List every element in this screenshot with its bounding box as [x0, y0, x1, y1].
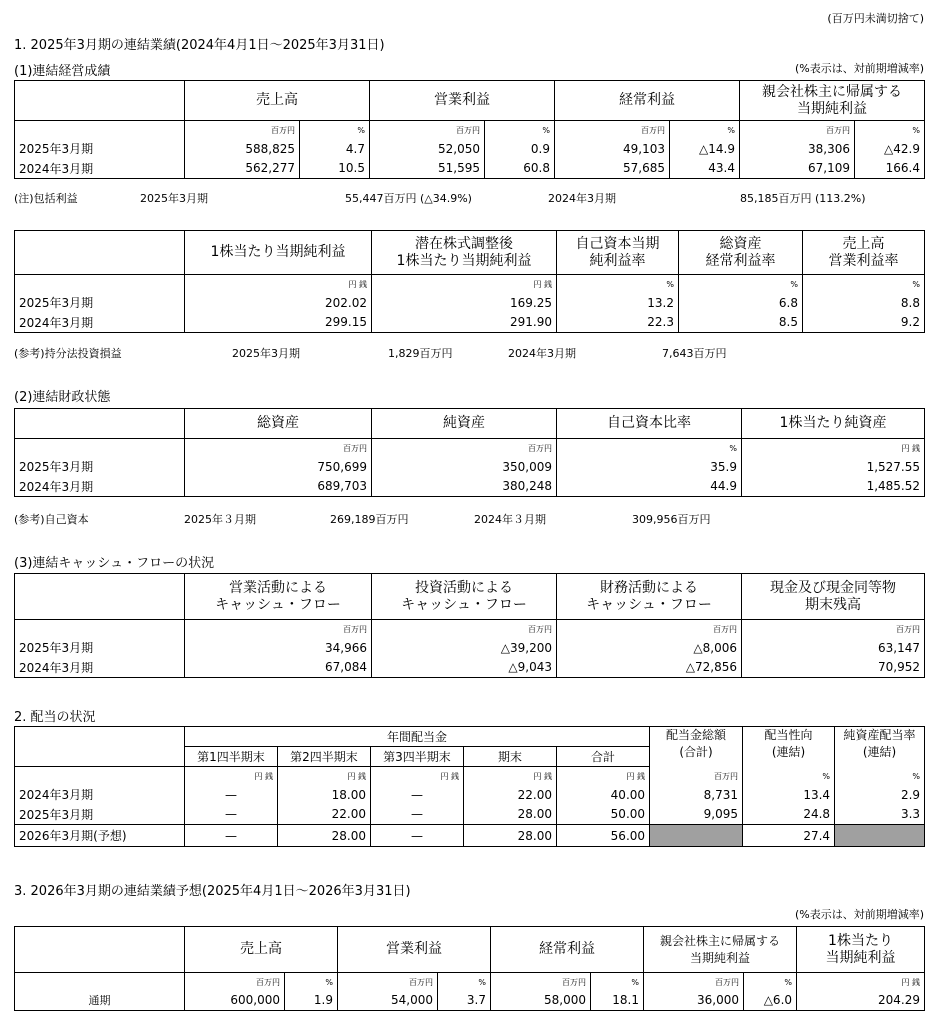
financial-position-table — [14, 408, 925, 497]
unit-cell: 百万円 — [185, 121, 300, 139]
unit-cell: 円 銭 — [371, 767, 464, 785]
row-label: 2025年3月期 — [15, 293, 185, 313]
cell: 28.00 — [278, 825, 371, 847]
cell: 291.90 — [372, 313, 557, 333]
table-row — [15, 805, 925, 825]
header-sales: 売上高 — [185, 927, 338, 973]
cell: 588,825 — [185, 139, 300, 159]
cash-flow-table — [14, 573, 925, 678]
cell: 10.5 — [300, 159, 370, 179]
footnote-value-1: 1,829百万円 — [388, 347, 453, 360]
unit-cell: 百万円 — [372, 439, 557, 457]
subsection-title-results: (1)連結経営成績 — [14, 64, 111, 79]
section-title-forecast: 3. 2026年3月期の連結業績予想(2025年4月1日～2026年3月31日) — [14, 884, 411, 899]
cell: 51,595 — [370, 159, 485, 179]
header-operating-cf: 営業活動による キャッシュ・フロー — [185, 574, 372, 620]
row-label: 2025年3月期 — [15, 139, 185, 159]
header-net-income-line2: 当期純利益 — [797, 100, 867, 117]
row-label: 2025年3月期 — [15, 457, 185, 477]
cell: 24.8 — [743, 805, 835, 825]
header-total-assets: 総資産 — [185, 409, 372, 439]
footnote-equity-method-label: (参考)持分法投資損益 — [14, 347, 122, 360]
cell: △14.9 — [670, 139, 740, 159]
cell: 204.29 — [797, 991, 925, 1011]
cell: 13.2 — [557, 293, 679, 313]
table-row — [15, 457, 925, 477]
footnote-value-2: 7,643百万円 — [662, 347, 727, 360]
header-annual-dividends: 年間配当金 — [185, 727, 650, 747]
cell: — — [185, 825, 278, 847]
cell: 22.00 — [278, 805, 371, 825]
cell: 70,952 — [742, 658, 925, 678]
unit-cell: 百万円 — [185, 973, 285, 991]
unit-cell: 円 銭 — [797, 973, 925, 991]
footnote-period-1: 2025年3月期 — [140, 192, 208, 205]
unit-cell: 円 銭 — [278, 767, 371, 785]
header-total-dividend-amount: 配当金総額 (合計) — [650, 727, 743, 767]
header-operating-income: 営業利益 — [370, 81, 555, 121]
header-financing-cf: 財務活動による キャッシュ・フロー — [557, 574, 742, 620]
unit-cell: 円 銭 — [557, 767, 650, 785]
cell: — — [185, 805, 278, 825]
unit-cell: % — [679, 275, 803, 293]
cell: 3.3 — [835, 805, 925, 825]
footnote-period-2: 2024年３月期 — [474, 513, 546, 526]
unit-cell: % — [855, 121, 925, 139]
subsection-title-cash-flows: (3)連結キャッシュ・フローの状況 — [14, 556, 215, 571]
header-bps: 1株当たり純資産 — [742, 409, 925, 439]
header-payout-ratio: 配当性向 (連結) — [743, 727, 835, 767]
section-title-1: 1. 2025年3月期の連結業績(2024年4月1日～2025年3月31日) — [14, 38, 385, 53]
cell: 54,000 — [338, 991, 438, 1011]
header-net-income — [740, 81, 925, 121]
header-sales: 売上高 — [185, 81, 370, 121]
table-row-forecast — [15, 825, 925, 847]
unit-cell: 円 銭 — [185, 767, 278, 785]
unit-cell: 百万円 — [742, 620, 925, 638]
header-ordinary-income: 経常利益 — [491, 927, 644, 973]
unit-cell: % — [835, 767, 925, 785]
header-q1-end: 第1四半期末 — [185, 747, 278, 767]
footnote-value-1: 55,447百万円 (△34.9%) — [345, 192, 472, 205]
unit-cell: 百万円 — [372, 620, 557, 638]
cell: 50.00 — [557, 805, 650, 825]
cell: 52,050 — [370, 139, 485, 159]
cell: 22.00 — [464, 785, 557, 805]
operating-results-table — [14, 80, 925, 179]
unit-cell: 百万円 — [555, 121, 670, 139]
header-roe: 自己資本当期 純利益率 — [557, 231, 679, 275]
table-row — [15, 139, 925, 159]
cell: — — [371, 825, 464, 847]
table-row — [15, 658, 925, 678]
unit-cell: % — [744, 973, 797, 991]
cell: △8,006 — [557, 638, 742, 658]
row-label: 2025年3月期 — [15, 805, 185, 825]
header-diluted-eps: 潜在株式調整後 1株当たり当期純利益 — [372, 231, 557, 275]
header-equity-ratio: 自己資本比率 — [557, 409, 742, 439]
footnote-value-2: 85,185百万円 (113.2%) — [740, 192, 866, 205]
cell: 600,000 — [185, 991, 285, 1011]
forecast-table — [14, 926, 925, 1011]
cell: 58,000 — [491, 991, 591, 1011]
header-q2-end: 第2四半期末 — [278, 747, 371, 767]
cell: 3.7 — [438, 991, 491, 1011]
row-label: 2024年3月期 — [15, 477, 185, 497]
cell: 9,095 — [650, 805, 743, 825]
header-blank — [15, 231, 185, 275]
footnote-equity-label: (参考)自己資本 — [14, 513, 89, 526]
unit-cell: 百万円 — [185, 439, 372, 457]
cell: 28.00 — [464, 825, 557, 847]
row-label: 通期 — [15, 991, 185, 1011]
cell: 49,103 — [555, 139, 670, 159]
cell: 2.9 — [835, 785, 925, 805]
unit-cell: 百万円 — [491, 973, 591, 991]
table-row — [15, 159, 925, 179]
cell: 13.4 — [743, 785, 835, 805]
cell: 63,147 — [742, 638, 925, 658]
cell: 350,009 — [372, 457, 557, 477]
cell: 4.7 — [300, 139, 370, 159]
footnote-value-2: 309,956百万円 — [632, 513, 711, 526]
subsection-title-financial-position: (2)連結財政状態 — [14, 390, 111, 405]
unit-cell: % — [557, 439, 742, 457]
row-label: 2024年3月期 — [15, 785, 185, 805]
cell: 18.1 — [591, 991, 644, 1011]
unit-cell: % — [591, 973, 644, 991]
per-share-table — [14, 230, 925, 333]
cell: 35.9 — [557, 457, 742, 477]
dividend-table — [14, 726, 925, 847]
cell: 202.02 — [185, 293, 372, 313]
cell: 22.3 — [557, 313, 679, 333]
cell: 44.9 — [557, 477, 742, 497]
cell: 0.9 — [485, 139, 555, 159]
header-total: 合計 — [557, 747, 650, 767]
units-note: (百万円未満切捨て) — [827, 12, 924, 25]
cell: 34,966 — [185, 638, 372, 658]
cell: 38,306 — [740, 139, 855, 159]
row-label: 2024年3月期 — [15, 159, 185, 179]
cell: 60.8 — [485, 159, 555, 179]
change-rate-note: (%表示は、対前期増減率) — [794, 62, 924, 75]
header-operating-margin: 売上高 営業利益率 — [803, 231, 925, 275]
unit-cell: % — [485, 121, 555, 139]
cell: 40.00 — [557, 785, 650, 805]
shaded-cell — [835, 825, 925, 847]
unit-cell: % — [438, 973, 491, 991]
unit-cell: % — [300, 121, 370, 139]
cell: △9,043 — [372, 658, 557, 678]
cell: 562,277 — [185, 159, 300, 179]
table-row — [15, 785, 925, 805]
change-rate-note: (%表示は、対前期増減率) — [794, 908, 924, 921]
footnote-period-1: 2025年３月期 — [184, 513, 256, 526]
cell: 380,248 — [372, 477, 557, 497]
header-eps: 1株当たり当期純利益 — [185, 231, 372, 275]
unit-cell: % — [285, 973, 338, 991]
unit-cell: 円 銭 — [464, 767, 557, 785]
footnote-period-2: 2024年3月期 — [508, 347, 576, 360]
unit-cell: 百万円 — [740, 121, 855, 139]
cell: 56.00 — [557, 825, 650, 847]
table-row — [15, 293, 925, 313]
unit-cell: 円 銭 — [372, 275, 557, 293]
unit-cell: % — [803, 275, 925, 293]
cell: △42.9 — [855, 139, 925, 159]
cell: 750,699 — [185, 457, 372, 477]
cell: 57,685 — [555, 159, 670, 179]
cell: 299.15 — [185, 313, 372, 333]
cell: 67,084 — [185, 658, 372, 678]
footnote-comprehensive-label: (注)包括利益 — [14, 192, 78, 205]
cell: 1,485.52 — [742, 477, 925, 497]
unit-cell: 百万円 — [370, 121, 485, 139]
cell: 9.2 — [803, 313, 925, 333]
header-q3-end: 第3四半期末 — [371, 747, 464, 767]
cell: — — [185, 785, 278, 805]
unit-cell: % — [743, 767, 835, 785]
cell: 18.00 — [278, 785, 371, 805]
header-doe: 純資産配当率 (連結) — [835, 727, 925, 767]
unit-cell: % — [670, 121, 740, 139]
cell: △6.0 — [744, 991, 797, 1011]
cell: 1.9 — [285, 991, 338, 1011]
table-row — [15, 638, 925, 658]
unit-cell: 百万円 — [338, 973, 438, 991]
row-label: 2024年3月期 — [15, 658, 185, 678]
footnote-period-1: 2025年3月期 — [232, 347, 300, 360]
cell: — — [371, 805, 464, 825]
header-net-income: 親会社株主に帰属する 当期純利益 — [644, 927, 797, 973]
cell: △72,856 — [557, 658, 742, 678]
cell: 36,000 — [644, 991, 744, 1011]
header-blank — [15, 81, 185, 121]
section-title-dividends: 2. 配当の状況 — [14, 710, 96, 725]
unit-cell: % — [557, 275, 679, 293]
header-eps: 1株当たり 当期純利益 — [797, 927, 925, 973]
cell: △39,200 — [372, 638, 557, 658]
footnote-value-1: 269,189百万円 — [330, 513, 409, 526]
header-roa: 総資産 経常利益率 — [679, 231, 803, 275]
header-investing-cf: 投資活動による キャッシュ・フロー — [372, 574, 557, 620]
unit-cell: 円 銭 — [742, 439, 925, 457]
footnote-period-2: 2024年3月期 — [548, 192, 616, 205]
header-operating-income: 営業利益 — [338, 927, 491, 973]
cell: 6.8 — [679, 293, 803, 313]
cell: 28.00 — [464, 805, 557, 825]
row-label: 2024年3月期 — [15, 313, 185, 333]
cell: 8.8 — [803, 293, 925, 313]
cell: — — [371, 785, 464, 805]
cell: 169.25 — [372, 293, 557, 313]
row-label: 2025年3月期 — [15, 638, 185, 658]
shaded-cell — [650, 825, 743, 847]
header-net-assets: 純資産 — [372, 409, 557, 439]
unit-cell: 円 銭 — [185, 275, 372, 293]
row-label: 2026年3月期(予想) — [15, 825, 185, 847]
cell: 8.5 — [679, 313, 803, 333]
cell: 166.4 — [855, 159, 925, 179]
cell: 1,527.55 — [742, 457, 925, 477]
header-net-income-line1: 親会社株主に帰属する — [762, 83, 902, 100]
header-year-end: 期末 — [464, 747, 557, 767]
table-row — [15, 313, 925, 333]
header-ordinary-income: 経常利益 — [555, 81, 740, 121]
cell: 8,731 — [650, 785, 743, 805]
cell: 67,109 — [740, 159, 855, 179]
unit-cell: 百万円 — [650, 767, 743, 785]
cell: 27.4 — [743, 825, 835, 847]
table-row — [15, 477, 925, 497]
cell: 43.4 — [670, 159, 740, 179]
unit-cell: 百万円 — [557, 620, 742, 638]
cell: 689,703 — [185, 477, 372, 497]
unit-cell: 百万円 — [644, 973, 744, 991]
header-cash-end: 現金及び現金同等物 期末残高 — [742, 574, 925, 620]
unit-cell: 百万円 — [185, 620, 372, 638]
table-row — [15, 991, 925, 1011]
